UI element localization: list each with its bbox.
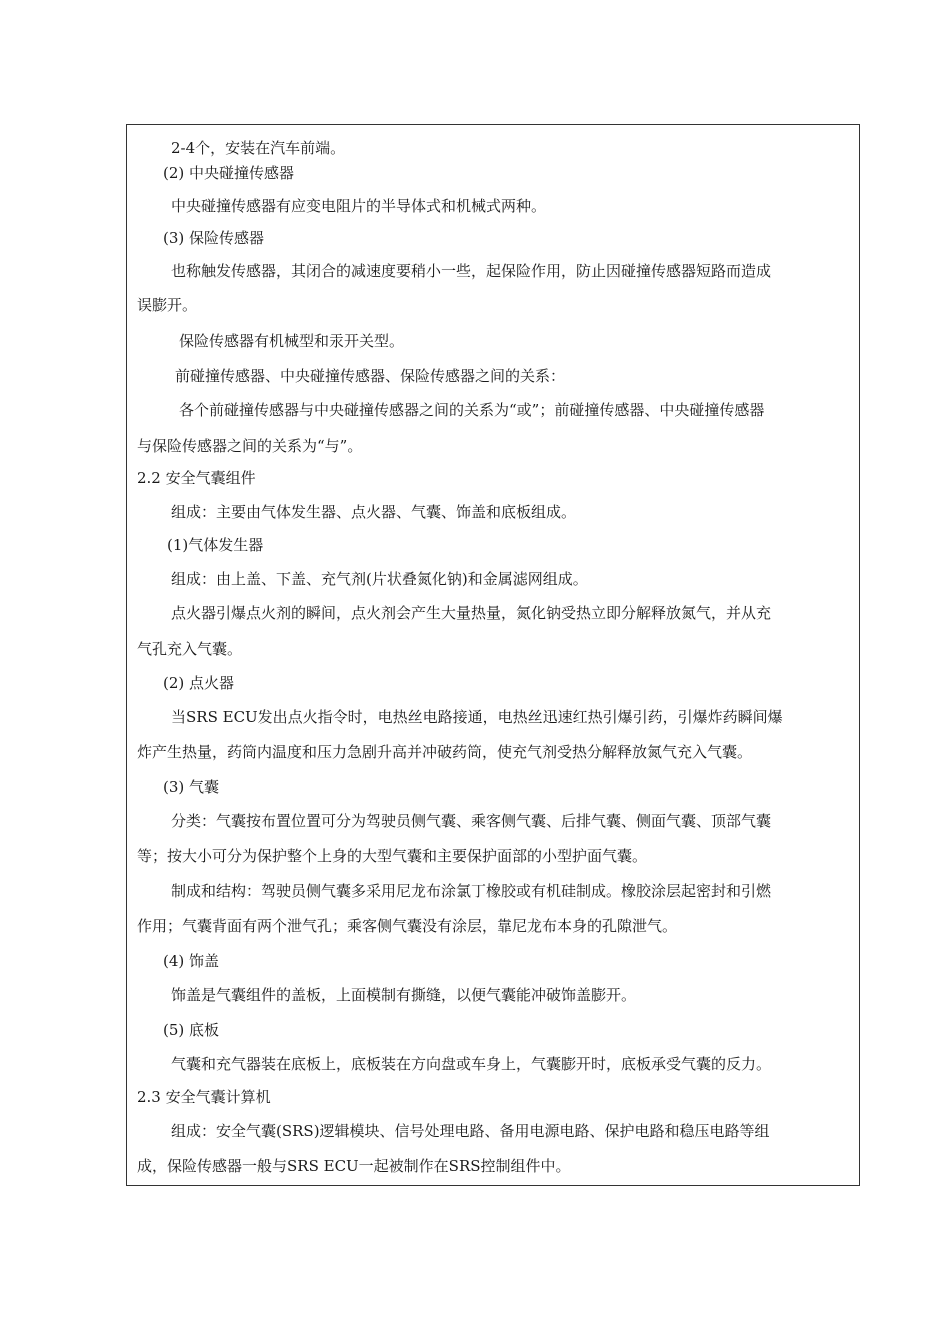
text-line: 点火器引爆点火剂的瞬间，点火剂会产生大量热量，氮化钠受热立即分解释放氮气，并从充 [171,604,772,622]
text-line: 中央碰撞传感器有应变电阻片的半导体式和机械式两种。 [171,197,547,215]
text-line: 当SRS ECU发出点火指令时，电热丝电路接通，电热丝迅速红热引爆引药，引爆炸药瞬间爆 [171,708,783,726]
text-line: 成，保险传感器一般与SRS ECU一起被制作在SRS控制组件中。 [137,1157,571,1175]
text-line: 2.3 安全气囊计算机 [137,1088,271,1106]
text-line: (2) 点火器 [163,674,235,692]
text-line: 误膨开。 [137,296,198,314]
text-line: 作用；气囊背面有两个泄气孔；乘客侧气囊没有涂层，靠尼龙布本身的孔隙泄气。 [137,917,678,935]
text-line: 分类：气囊按布置位置可分为驾驶员侧气囊、乘客侧气囊、后排气囊、侧面气囊、顶部气囊 [171,812,772,830]
text-line: 等；按大小可分为保护整个上身的大型气囊和主要保护面部的小型护面气囊。 [137,847,648,865]
text-line: 组成：由上盖、下盖、充气剂(片状叠氮化钠)和金属滤网组成。 [171,570,588,588]
text-line: 2-4个，安装在汽车前端。 [171,139,346,157]
text-line: (5) 底板 [163,1021,220,1039]
text-line: 组成：安全气囊(SRS)逻辑模块、信号处理电路、备用电源电路、保护电路和稳压电路等组 [171,1122,770,1140]
text-line: 2.2 安全气囊组件 [137,469,256,487]
text-line: (1)气体发生器 [167,536,264,554]
text-line: 保险传感器有机械型和汞开关型。 [179,332,405,350]
text-line: 组成：主要由气体发生器、点火器、气囊、饰盖和底板组成。 [171,503,577,521]
text-line: 也称触发传感器，其闭合的减速度要稍小一些，起保险作用，防止因碰撞传感器短路而造成 [171,262,772,280]
text-line: 气囊和充气器装在底板上，底板装在方向盘或车身上，气囊膨开时，底板承受气囊的反力。 [171,1055,772,1073]
text-line: 各个前碰撞传感器与中央碰撞传感器之间的关系为“或”；前碰撞传感器、中央碰撞传感器 [179,401,765,419]
text-line: (4) 饰盖 [163,952,220,970]
text-line: (3) 保险传感器 [163,229,265,247]
text-line: 气孔充入气囊。 [137,640,243,658]
text-line: (3) 气囊 [163,778,220,796]
text-line: 制成和结构：驾驶员侧气囊多采用尼龙布涂氯丁橡胶或有机硅制成。橡胶涂层起密封和引燃 [171,882,772,900]
text-line: 与保险传感器之间的关系为“与”。 [137,437,363,455]
text-line: (2) 中央碰撞传感器 [163,164,295,182]
text-line: 饰盖是气囊组件的盖板，上面模制有撕缝，以便气囊能冲破饰盖膨开。 [171,986,637,1004]
text-line: 前碰撞传感器、中央碰撞传感器、保险传感器之间的关系： [175,367,566,385]
content-table-cell [126,124,860,1186]
text-line: 炸产生热量，药筒内温度和压力急剧升高并冲破药筒，使充气剂受热分解释放氮气充入气囊。 [137,743,753,761]
